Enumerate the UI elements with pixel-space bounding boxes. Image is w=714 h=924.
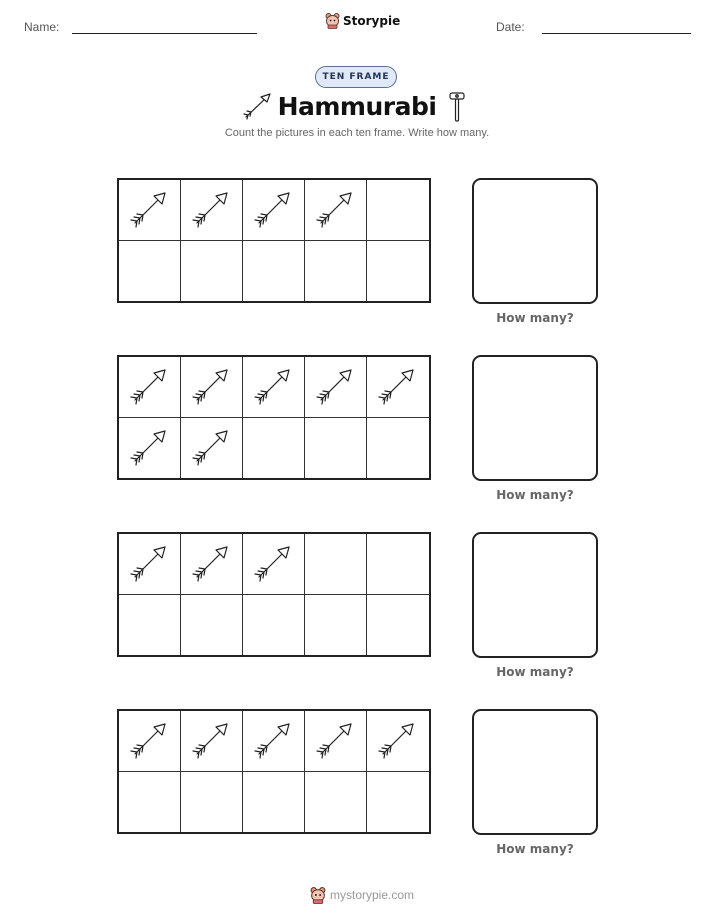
arrow-icon bbox=[313, 364, 357, 408]
ten-frame-cell bbox=[119, 595, 181, 656]
arrow-icon bbox=[127, 425, 171, 469]
ten-frame-cell bbox=[367, 534, 429, 595]
ten-frame bbox=[117, 178, 431, 303]
ten-frame-cell bbox=[119, 241, 181, 302]
ten-frame-cell bbox=[243, 772, 305, 833]
ten-frame-cell bbox=[367, 772, 429, 833]
ten-frame bbox=[117, 709, 431, 834]
arrow-icon bbox=[251, 541, 295, 585]
ten-frame-cell bbox=[367, 241, 429, 302]
arrow-icon bbox=[251, 718, 295, 762]
instructions: Count the pictures in each ten frame. Write how many. bbox=[224, 127, 490, 139]
arrow-icon bbox=[251, 364, 295, 408]
ten-frame bbox=[117, 355, 431, 480]
ten-frame-cell bbox=[119, 357, 181, 418]
ten-frame-cell bbox=[305, 772, 367, 833]
footer-url: mystorypie.com bbox=[330, 888, 415, 902]
name-line[interactable] bbox=[72, 33, 257, 34]
arrow-icon bbox=[189, 718, 233, 762]
ten-frame-cell bbox=[243, 711, 305, 772]
how-many-label: How many? bbox=[496, 311, 574, 325]
arrow-icon bbox=[189, 364, 233, 408]
ten-frame-cell bbox=[305, 534, 367, 595]
arrow-icon bbox=[127, 187, 171, 231]
how-many-label: How many? bbox=[496, 665, 574, 679]
ten-frame-cell bbox=[119, 711, 181, 772]
footer bbox=[310, 886, 414, 904]
ten-frame-cell bbox=[367, 595, 429, 656]
ten-frame-cell bbox=[305, 241, 367, 302]
arrow-icon bbox=[251, 187, 295, 231]
how-many-label: How many? bbox=[496, 842, 574, 856]
ten-frame-cell bbox=[181, 595, 243, 656]
ten-frame-cell bbox=[119, 772, 181, 833]
ten-frame-cell bbox=[305, 418, 367, 479]
page-title: Hammurabi bbox=[277, 92, 437, 121]
ten-frame-cell bbox=[367, 711, 429, 772]
answer-box[interactable] bbox=[472, 532, 598, 658]
ten-frame-cell bbox=[181, 180, 243, 241]
ten-frame-cell bbox=[305, 595, 367, 656]
arrow-icon bbox=[127, 718, 171, 762]
ten-frame-cell bbox=[119, 180, 181, 241]
worksheet-type-badge: TEN FRAME bbox=[315, 66, 397, 88]
ten-frame-cell bbox=[243, 418, 305, 479]
ten-frame-cell bbox=[305, 711, 367, 772]
ten-frame-cell bbox=[305, 357, 367, 418]
brand-logo bbox=[325, 12, 400, 29]
arrow-icon bbox=[189, 541, 233, 585]
arrow-icon bbox=[189, 425, 233, 469]
ten-frame-cell bbox=[181, 241, 243, 302]
arrow-icon bbox=[189, 187, 233, 231]
storypie-mascot-icon bbox=[325, 12, 340, 29]
ten-frame-cell bbox=[243, 595, 305, 656]
ten-frame-cell bbox=[243, 241, 305, 302]
arrow-icon bbox=[313, 187, 357, 231]
answer-box[interactable] bbox=[472, 709, 598, 835]
ten-frame-cell bbox=[119, 534, 181, 595]
ten-frame-cell bbox=[243, 180, 305, 241]
date-label: Date: bbox=[496, 20, 525, 34]
ten-frame bbox=[117, 532, 431, 657]
hammer-icon bbox=[447, 90, 467, 124]
arrow-icon bbox=[375, 364, 419, 408]
ten-frame-cell bbox=[243, 357, 305, 418]
arrow-icon bbox=[313, 718, 357, 762]
storypie-mascot-icon bbox=[310, 886, 326, 904]
ten-frame-cell bbox=[305, 180, 367, 241]
ten-frame-cell bbox=[181, 357, 243, 418]
brand-name: Storypie bbox=[343, 13, 401, 28]
name-label: Name: bbox=[24, 20, 60, 34]
arrow-icon bbox=[375, 718, 419, 762]
ten-frame-cell bbox=[181, 711, 243, 772]
arrow-icon bbox=[127, 541, 171, 585]
ten-frame-cell bbox=[181, 418, 243, 479]
arrow-icon bbox=[127, 364, 171, 408]
date-line[interactable] bbox=[542, 33, 691, 34]
ten-frame-cell bbox=[367, 418, 429, 479]
how-many-label: How many? bbox=[496, 488, 574, 502]
ten-frame-cell bbox=[181, 534, 243, 595]
ten-frame-cell bbox=[243, 534, 305, 595]
ten-frame-cell bbox=[367, 357, 429, 418]
ten-frame-cell bbox=[181, 772, 243, 833]
ten-frame-cell bbox=[119, 418, 181, 479]
ten-frame-cell bbox=[367, 180, 429, 241]
answer-box[interactable] bbox=[472, 178, 598, 304]
answer-box[interactable] bbox=[472, 355, 598, 481]
